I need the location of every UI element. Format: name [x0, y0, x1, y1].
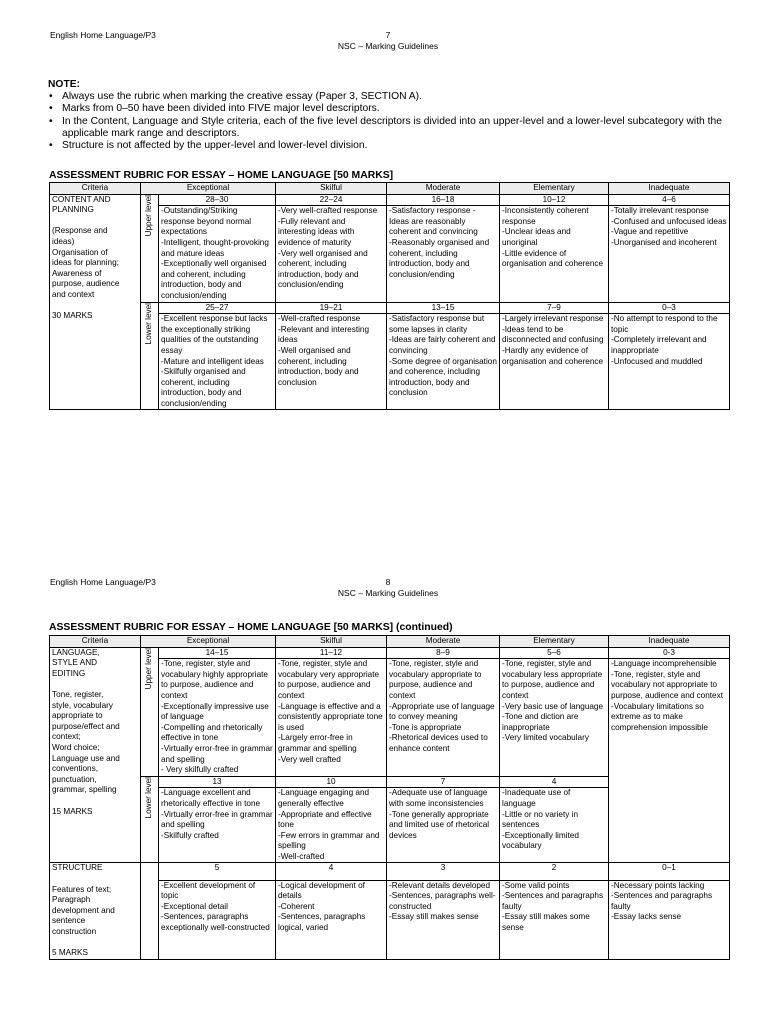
note-item: • Marks from 0–50 have been divided into FIVE major level descriptors.	[48, 103, 728, 115]
descriptor-cell: -Logical development of details -Coherent -Sentences, paragraphs logical, varied	[276, 880, 387, 959]
mark-cell: 3	[387, 863, 500, 880]
descriptor-cell: -Inconsistently coherent response -Unclear ideas and unoriginal -Little evidence of organisation and coherence	[500, 206, 609, 302]
descriptor-cell: -Language excellent and rhetorically effective in tone -Virtually error-free in grammar and spelling -Skilfully crafted	[159, 788, 276, 863]
descriptor-cell: -Very well-crafted response -Fully relevant and interesting ideas with evidence of maturity -Very well organised and coherent, including introduction, body and conclusion/ending	[276, 206, 387, 302]
note-item: • Structure is not affected by the upper-level and lower-level division.	[48, 140, 728, 152]
descriptor-cell: -Tone, register, style and vocabulary appropriate to purpose, audience and context -Appropriate use of language to convey meaning -Tone is appropriate -Rhetorical devices used to enhance content	[387, 659, 500, 777]
col-header-elementary: Elementary	[500, 636, 609, 648]
mark-cell: 19–21	[276, 302, 387, 314]
mark-cell: 0–1	[609, 863, 730, 880]
mark-cell: 28–30	[159, 194, 276, 206]
descriptor-cell: -Tone, register, style and vocabulary highly appropriate to purpose, audience and context -Exceptionally impressive use of language -Compelling and rhetorically effective in tone -Virtually error-free in grammar and spelling - Very skilfully crafted	[159, 659, 276, 777]
descriptor-cell: -Excellent development of topic -Exceptional detail -Sentences, paragraphs exceptionally well-constructed	[159, 880, 276, 959]
mark-cell: 14–15	[159, 647, 276, 659]
mark-cell: 0–3	[609, 302, 730, 314]
descriptor-cell: -Tone, register, style and vocabulary very appropriate to purpose, audience and context -Language is effective and a consistently appropriate tone is used -Largely error-free in grammar and spelling -Very well crafted	[276, 659, 387, 777]
criteria-marks: 15 MARKS	[52, 806, 93, 816]
lower-level-label: Lower level	[141, 776, 159, 863]
table-header-row	[50, 183, 730, 195]
descriptor-cell: -Language engaging and generally effective -Appropriate and effective tone -Few errors in grammar and spelling -Well-crafted	[276, 788, 387, 863]
mark-cell: 11–12	[276, 647, 387, 659]
rubric-table-content	[49, 182, 730, 410]
mark-cell: 10–12	[500, 194, 609, 206]
mark-cell: 13–15	[387, 302, 500, 314]
mark-cell: 8–9	[387, 647, 500, 659]
note-item: • In the Content, Language and Style criteria, each of the five level descriptors is divided into an upper-level and a lower-level subcategory with the applicable mark range and descriptors.	[48, 116, 728, 140]
upper-marks-row	[50, 647, 730, 659]
descriptor-cell: -No attempt to respond to the topic -Completely irrelevant and inappropriate -Unfocused and muddled	[609, 314, 730, 410]
mark-cell: 7–9	[500, 302, 609, 314]
criteria-marks: 30 MARKS	[52, 311, 93, 321]
criteria-language-style: LANGUAGE, STYLE AND EDITING Tone, register, style, vocabulary appropriate to purpose/effect and context; Word choice; Language use and conventions, punctuation, grammar, spelling 15 MARKS	[50, 647, 141, 863]
note-list	[48, 91, 728, 152]
mark-cell: 0-3	[609, 647, 730, 659]
col-header-skilful: Skilful	[276, 636, 387, 648]
col-header-criteria: Criteria	[50, 636, 141, 648]
rubric-table-language-structure	[49, 635, 730, 960]
page-header-subtitle: NSC – Marking Guidelines	[337, 41, 439, 51]
col-header-inadequate: Inadequate	[609, 636, 730, 648]
mark-cell: 2	[500, 863, 609, 880]
mark-cell: 4–6	[609, 194, 730, 206]
descriptor-cell: -Outstanding/Striking response beyond normal expectations -Intelligent, thought-provoking and mature ideas -Exceptionally well organised and coherent, including introduction, body and conclusion/ending	[159, 206, 276, 302]
mark-cell: 7	[387, 776, 500, 788]
mark-cell: 4	[500, 776, 609, 788]
mark-cell: 16–18	[387, 194, 500, 206]
mark-cell: 5	[159, 863, 276, 880]
descriptor-cell: -Inadequate use of language -Little or no variety in sentences -Exceptionally limited vocabulary	[500, 788, 609, 863]
upper-level-label: Upper level	[141, 647, 159, 776]
mark-cell: 25–27	[159, 302, 276, 314]
descriptor-cell: -Largely irrelevant response -Ideas tend to be disconnected and confusing -Hardly any evidence of organisation and coherence	[500, 314, 609, 410]
page-header-center	[260, 30, 516, 52]
note-title: NOTE:	[48, 79, 81, 90]
structure-marks-row	[50, 863, 730, 880]
mark-cell: 22–24	[276, 194, 387, 206]
page-header-subject: English Home Language/P3	[50, 30, 156, 40]
col-header-exceptional: Exceptional	[141, 183, 276, 195]
descriptor-cell: -Tone, register, style and vocabulary less appropriate to purpose, audience and context -Very basic use of language -Tone and diction are inappropriate -Very limited vocabulary	[500, 659, 609, 777]
structure-level-blank	[141, 863, 159, 959]
descriptor-cell: -Satisfactory response but some lapses in clarity -Ideas are fairly coherent and convincing -Some degree of organisation and coherence, including introduction, body and conclusion	[387, 314, 500, 410]
lower-level-label: Lower level	[141, 302, 159, 410]
note-item: • Always use the rubric when marking the creative essay (Paper 3, SECTION A).	[48, 91, 728, 103]
criteria-content-planning: CONTENT AND PLANNING (Response and ideas) Organisation of ideas for planning; Awareness of purpose, audience and context 30 MARKS	[50, 194, 141, 410]
criteria-structure: STRUCTURE Features of text; Paragraph development and sentence construction 5 MARKS	[50, 863, 141, 959]
mark-cell: 4	[276, 863, 387, 880]
rubric-title: ASSESSMENT RUBRIC FOR ESSAY – HOME LANGUAGE [50 MARKS] (continued)	[49, 622, 453, 633]
page-8	[0, 512, 768, 1024]
note-block	[48, 79, 728, 152]
descriptor-cell: -Necessary points lacking -Sentences and paragraphs faulty -Essay lacks sense	[609, 880, 730, 959]
col-header-criteria: Criteria	[50, 183, 141, 195]
descriptor-cell: -Language incomprehensible -Tone, register, style and vocabulary not appropriate to purpose, audience and context -Vocabulary limitations so extreme as to make comprehension impossible	[609, 659, 730, 863]
page-header-center	[260, 577, 516, 599]
descriptor-cell: -Adequate use of language with some inconsistencies -Tone generally appropriate and limited use of rhetorical devices	[387, 788, 500, 863]
col-header-inadequate: Inadequate	[609, 183, 730, 195]
descriptor-cell: -Excellent response but lacks the exceptionally striking qualities of the outstanding essay -Mature and intelligent ideas -Skilfully organised and coherent, including introduction, body and conclusion/ending	[159, 314, 276, 410]
col-header-exceptional: Exceptional	[141, 636, 276, 648]
descriptor-cell: -Totally irrelevant response -Confused and unfocused ideas -Vague and repetitive -Unorganised and incoherent	[609, 206, 730, 302]
page-header-subtitle: NSC – Marking Guidelines	[337, 588, 439, 598]
col-header-moderate: Moderate	[387, 183, 500, 195]
descriptor-cell: -Some valid points -Sentences and paragraphs faulty -Essay still makes some sense	[500, 880, 609, 959]
page-number: 8	[385, 577, 391, 587]
rubric-title: ASSESSMENT RUBRIC FOR ESSAY – HOME LANGUAGE [50 MARKS]	[49, 170, 394, 181]
mark-cell: 10	[276, 776, 387, 788]
col-header-moderate: Moderate	[387, 636, 500, 648]
descriptor-cell: -Satisfactory response - Ideas are reasonably coherent and convincing -Reasonably organised and coherent, including introduction, body and conclusion/ending	[387, 206, 500, 302]
mark-cell: 5–6	[500, 647, 609, 659]
page-number: 7	[385, 30, 391, 40]
upper-marks-row	[50, 194, 730, 206]
table-header-row	[50, 636, 730, 648]
page-header-subject: English Home Language/P3	[50, 577, 156, 587]
col-header-elementary: Elementary	[500, 183, 609, 195]
col-header-skilful: Skilful	[276, 183, 387, 195]
descriptor-cell: -Relevant details developed -Sentences, paragraphs well-constructed -Essay still makes sense	[387, 880, 500, 959]
criteria-marks: 5 MARKS	[52, 948, 88, 958]
upper-level-label: Upper level	[141, 194, 159, 302]
lower-marks-row	[50, 302, 730, 314]
mark-cell: 13	[159, 776, 276, 788]
descriptor-cell: -Well-crafted response -Relevant and interesting ideas -Well organised and coherent, including introduction, body and conclusion	[276, 314, 387, 410]
